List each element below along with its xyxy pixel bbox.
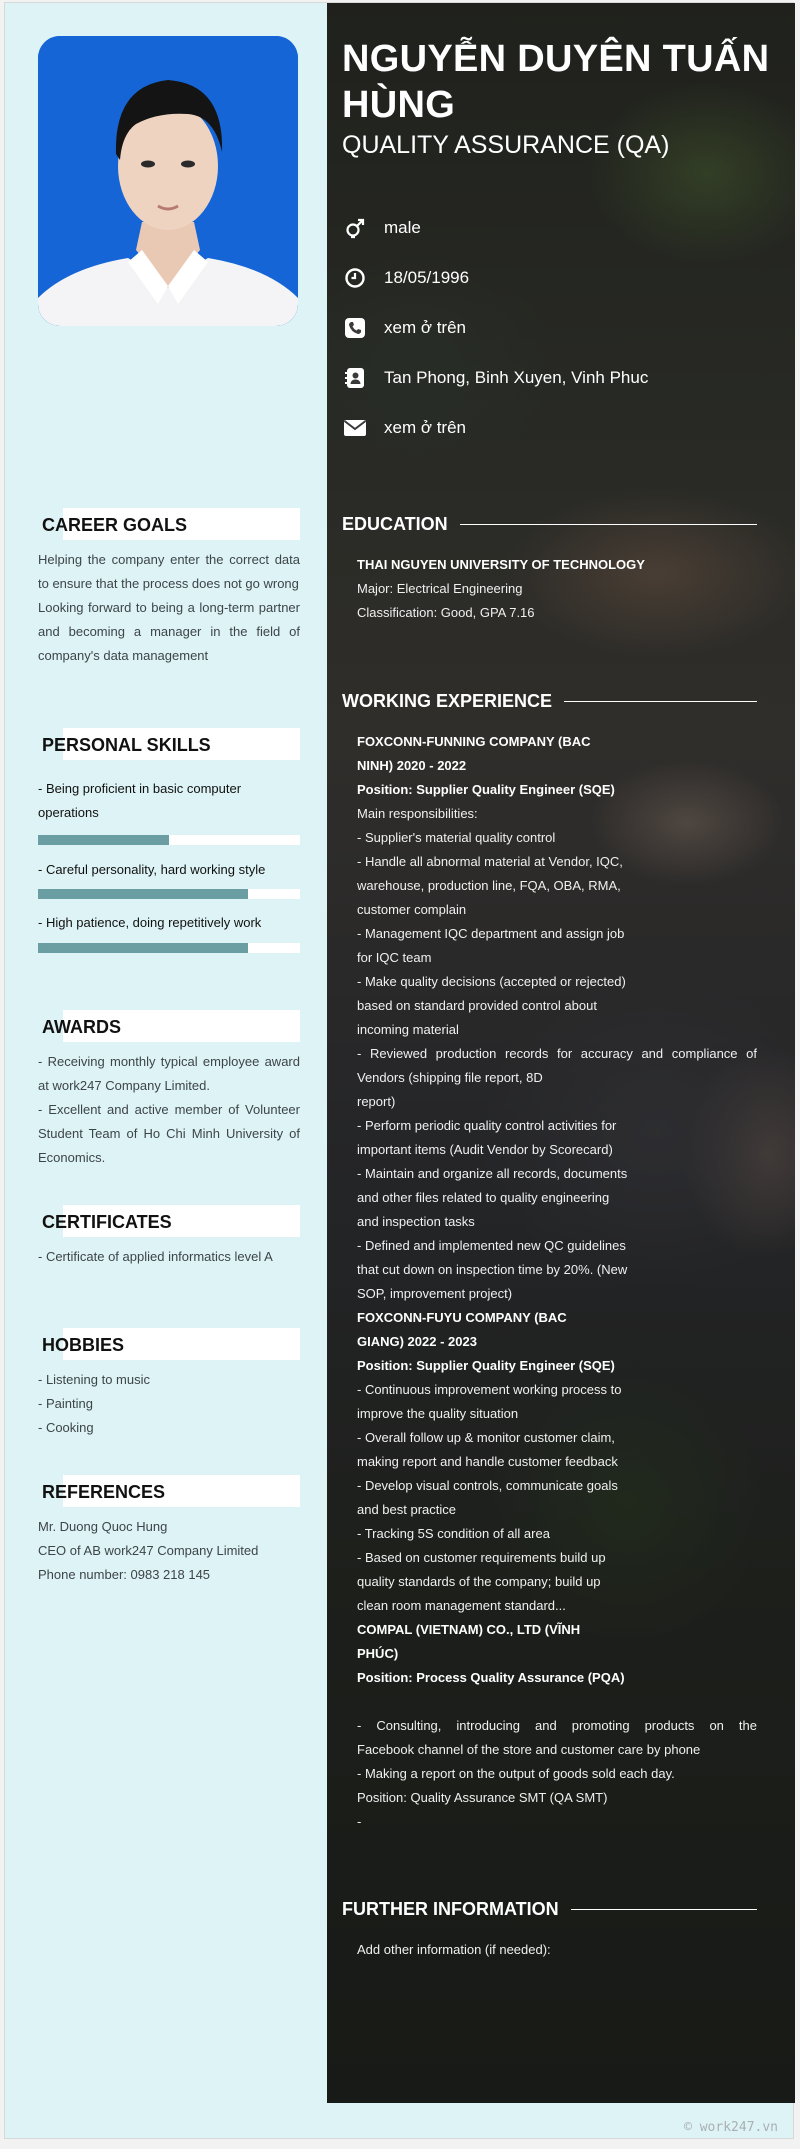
email-text: xem ở trên <box>384 418 467 437</box>
references-header <box>38 1475 300 1507</box>
experience-line: - Develop visual controls, communicate goals <box>357 1478 618 1493</box>
experience-line: COMPAL (VIETNAM) CO., LTD (VĨNH <box>357 1622 581 1637</box>
award-line: - Excellent and active member of Volunteer Student Team of Ho Chi Minh University of Economics. <box>38 1102 300 1165</box>
reference-line: CEO of AB work247 Company Limited <box>38 1543 259 1558</box>
address-text: Tan Phong, Binh Xuyen, Vinh Phuc <box>384 368 649 387</box>
hobby-line: - Painting <box>38 1396 93 1411</box>
skill-bar <box>38 889 300 899</box>
experience-line: Main responsibilities: <box>357 806 478 821</box>
career-goals-title: CAREER GOALS <box>42 515 188 535</box>
contact-phone <box>342 315 466 341</box>
certificate-line: - Certificate of applied informatics level A <box>38 1249 273 1264</box>
hobbies-header <box>38 1328 300 1360</box>
experience-line: - Consulting, introducing and promoting products on the <box>357 1718 757 1733</box>
experience-line: and best practice <box>357 1502 457 1517</box>
career-goals-header <box>38 508 300 540</box>
further-info-text <box>357 1938 757 1962</box>
education-text <box>357 553 757 625</box>
experience-text <box>357 730 757 1834</box>
email-icon <box>342 415 368 441</box>
education-major: Major: Electrical Engineering <box>357 581 523 596</box>
experience-line: and inspection tasks <box>357 1214 475 1229</box>
experience-line: - <box>357 1814 362 1829</box>
experience-line: - Maintain and organize all records, documents <box>357 1166 628 1181</box>
experience-line: SOP, improvement project) <box>357 1286 513 1301</box>
career-goal-line: Looking forward to being a long-term partner and becoming a manager in the field of company's data management <box>38 600 300 663</box>
birthday-text: 18/05/1996 <box>384 268 470 287</box>
experience-line: - Perform periodic quality control activities for <box>357 1118 617 1133</box>
experience-line: improve the quality situation <box>357 1406 519 1421</box>
contact-address <box>342 365 648 391</box>
experience-line <box>357 1690 757 1714</box>
experience-line: - Based on customer requirements build up <box>357 1550 606 1565</box>
contact-gender <box>342 215 421 241</box>
experience-line: Vendors (shipping file report, 8D <box>357 1070 543 1085</box>
awards-title: AWARDS <box>42 1017 122 1037</box>
experience-line: making report and handle customer feedback <box>357 1454 618 1469</box>
skill-label: - Being proficient in basic computer operations <box>38 781 242 820</box>
skill-label: - Careful personality, hard working style <box>38 862 266 877</box>
further-info-line: Add other information (if needed): <box>357 1942 551 1957</box>
right-column <box>327 3 795 2103</box>
experience-line: - Making a report on the output of goods sold each day. <box>357 1766 675 1781</box>
experience-line: - Tracking 5S condition of all area <box>357 1526 550 1541</box>
awards-header <box>38 1010 300 1042</box>
skill-label: - High patience, doing repetitively work <box>38 915 262 930</box>
experience-line: GIANG) 2022 - 2023 <box>357 1334 477 1349</box>
personal-skills-title: PERSONAL SKILLS <box>42 735 211 755</box>
phone-icon <box>342 315 368 341</box>
experience-line: Position: Process Quality Assurance (PQA) <box>357 1670 625 1685</box>
reference-line: Mr. Duong Quoc Hung <box>38 1519 168 1534</box>
certificates-header <box>38 1205 300 1237</box>
gender-icon <box>342 215 368 241</box>
experience-line: NINH) 2020 - 2022 <box>357 758 467 773</box>
experience-line: incoming material <box>357 1022 459 1037</box>
gender-text: male <box>384 218 421 237</box>
hobby-line: - Listening to music <box>38 1372 150 1387</box>
education-classification: Classification: Good, GPA 7.16 <box>357 605 535 620</box>
further-info-header <box>342 1896 757 1922</box>
experience-line: quality standards of the company; build up <box>357 1574 601 1589</box>
experience-line: FOXCONN-FUYU COMPANY (BAC <box>357 1310 567 1325</box>
experience-line: report) <box>357 1094 396 1109</box>
phone-text: xem ở trên <box>384 318 467 337</box>
awards-text <box>38 1050 300 1170</box>
watermark: © work247.vn <box>684 2120 778 2135</box>
further-info-title: FURTHER INFORMATION <box>342 1898 559 1919</box>
left-column <box>5 3 327 2103</box>
address-icon <box>342 365 368 391</box>
personal-skills-header <box>38 728 300 760</box>
experience-line: - Overall follow up & monitor customer claim, <box>357 1430 615 1445</box>
experience-line: - Defined and implemented new QC guidelines <box>357 1238 626 1253</box>
skill-bar <box>38 835 300 845</box>
experience-line: that cut down on inspection time by 20%. (New <box>357 1262 628 1277</box>
experience-line: Position: Supplier Quality Engineer (SQE) <box>357 1358 615 1373</box>
experience-line: FOXCONN-FUNNING COMPANY (BAC <box>357 734 591 749</box>
career-goals-text <box>38 548 300 668</box>
experience-line: clean room management standard... <box>357 1598 566 1613</box>
experience-line: - Supplier's material quality control <box>357 830 556 845</box>
hobbies-text <box>38 1368 300 1440</box>
experience-line: based on standard provided control about <box>357 998 597 1013</box>
references-text <box>38 1515 300 1587</box>
experience-line: Position: Quality Assurance SMT (QA SMT) <box>357 1790 608 1805</box>
experience-line: - Continuous improvement working process to <box>357 1382 622 1397</box>
experience-line: Facebook channel of the store and customer care by phone <box>357 1742 701 1757</box>
candidate-name: NGUYỄN DUYÊN TUẤN HÙNG <box>342 38 770 126</box>
experience-line: PHÚC) <box>357 1646 399 1661</box>
hobbies-title: HOBBIES <box>42 1335 125 1355</box>
cv-page <box>4 2 794 2139</box>
profile-photo <box>38 36 298 326</box>
experience-header <box>342 688 757 714</box>
experience-line: - Management IQC department and assign job <box>357 926 625 941</box>
certificates-title: CERTIFICATES <box>42 1212 172 1232</box>
candidate-role: QUALITY ASSURANCE (QA) <box>342 131 670 159</box>
hobby-line: - Cooking <box>38 1420 94 1435</box>
contact-email <box>342 415 466 441</box>
references-title: REFERENCES <box>42 1482 166 1502</box>
experience-line: - Make quality decisions (accepted or rejected) <box>357 974 626 989</box>
award-line: - Receiving monthly typical employee award at work247 Company Limited. <box>38 1054 300 1093</box>
education-header <box>342 511 757 537</box>
experience-line: Position: Supplier Quality Engineer (SQE) <box>357 782 615 797</box>
experience-line: and other files related to quality engineering <box>357 1190 610 1205</box>
experience-line: - Handle all abnormal material at Vendor, IQC, <box>357 854 623 869</box>
certificates-text <box>38 1245 300 1269</box>
contact-birthday <box>342 265 469 291</box>
experience-line: warehouse, production line, FQA, OBA, RMA, <box>357 878 621 893</box>
experience-line: important items (Audit Vendor by Scorecard) <box>357 1142 613 1157</box>
reference-line: Phone number: 0983 218 145 <box>38 1567 211 1582</box>
school-name: THAI NGUYEN UNIVERSITY OF TECHNOLOGY <box>357 557 645 572</box>
education-title: EDUCATION <box>342 513 448 534</box>
career-goal-line: Helping the company enter the correct data to ensure that the process does not go wrong <box>38 552 300 591</box>
skill-bar <box>38 943 300 953</box>
clock-icon <box>342 265 368 291</box>
experience-line: - Reviewed production records for accuracy and compliance of <box>357 1046 757 1061</box>
experience-line: for IQC team <box>357 950 432 965</box>
experience-line: customer complain <box>357 902 467 917</box>
experience-title: WORKING EXPERIENCE <box>342 690 553 711</box>
